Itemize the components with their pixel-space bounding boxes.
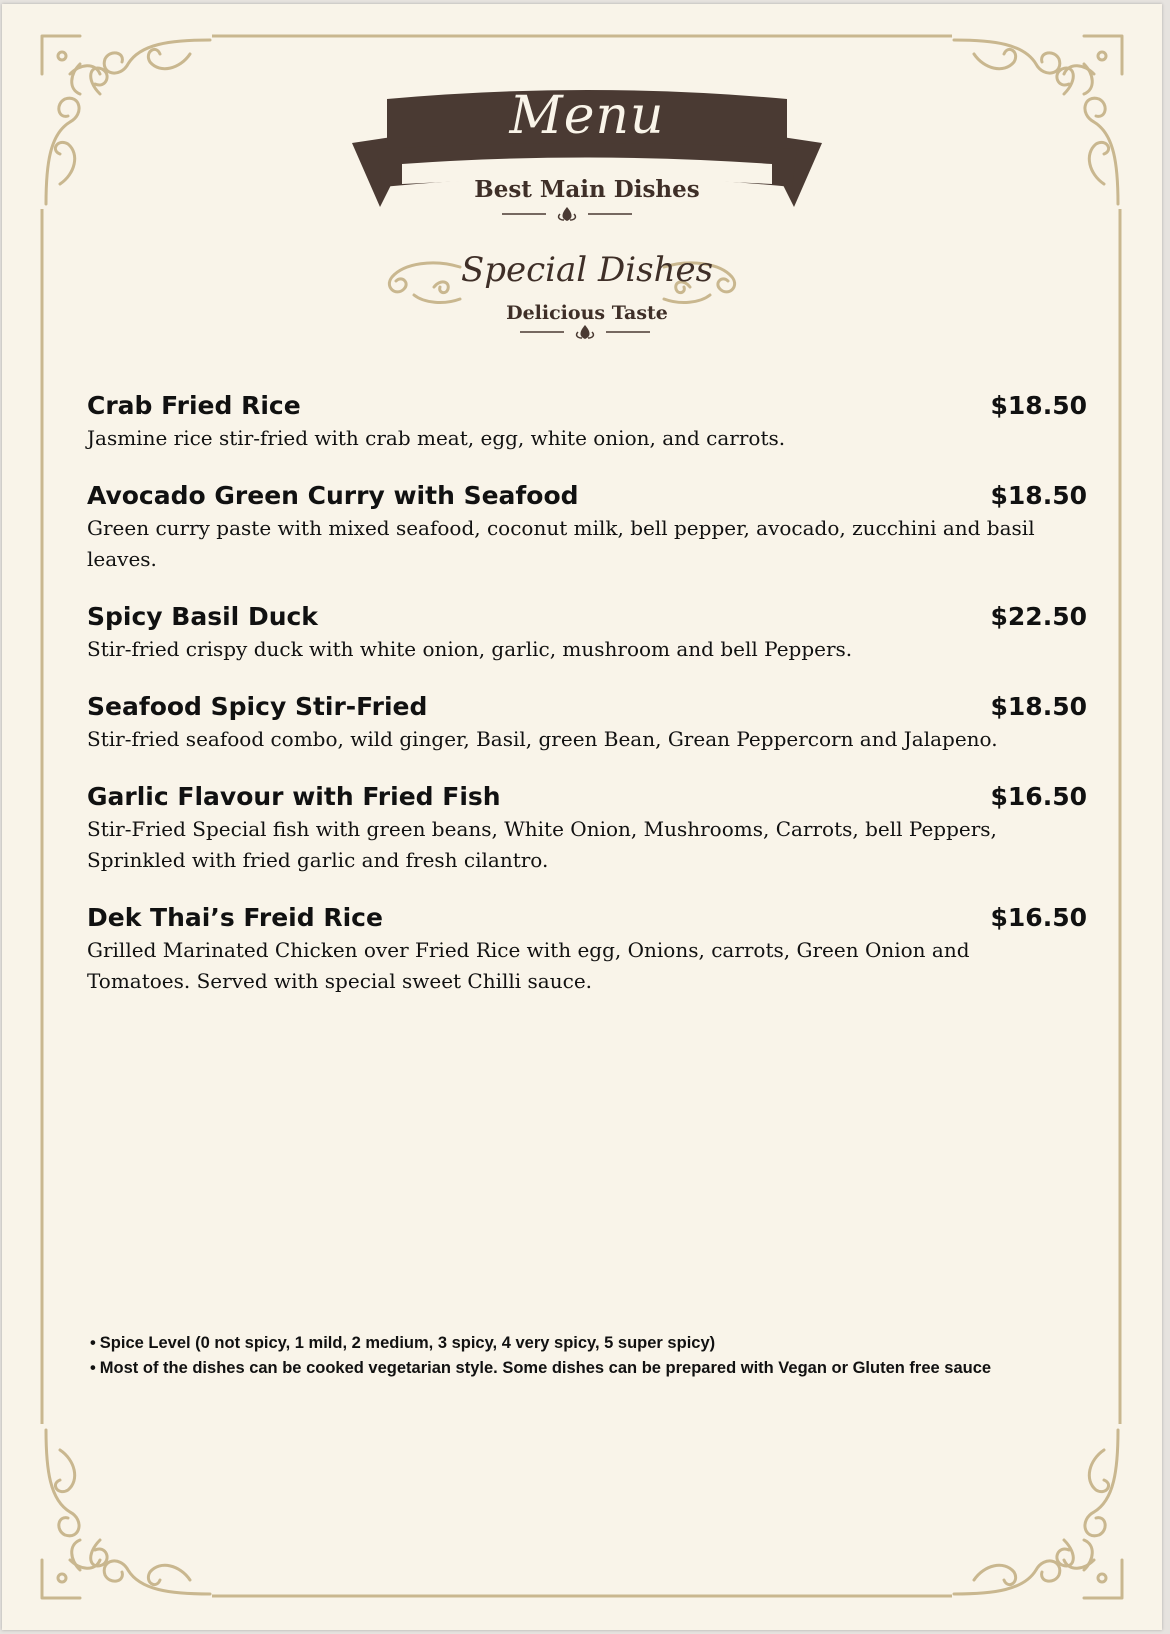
footnotes bbox=[90, 1331, 1090, 1381]
footnote-text: Most of the dishes can be cooked vegetarian style. Some dishes can be prepared with Vegan or Gluten free sauce bbox=[99, 1359, 992, 1377]
footnote-text: Spice Level (0 not spicy, 1 mild, 2 medium, 3 spicy, 4 very spicy, 5 super spicy) bbox=[99, 1334, 716, 1352]
corner-ornament-icon bbox=[934, 34, 1124, 224]
dish-description: Grilled Marinated Chicken over Fried Rice with egg, Onions, carrots, Green Onion and Tomatoes. Served with special sweet Chilli sauce. bbox=[87, 938, 970, 993]
dish-description: Jasmine rice stir-fried with crab meat, egg, white onion, and carrots. bbox=[87, 426, 786, 450]
dish-description: Stir-fried seafood combo, wild ginger, Basil, green Bean, Grean Peppercorn and Jalapeno. bbox=[87, 727, 998, 751]
dish-item bbox=[87, 691, 1087, 755]
menu-title: Menu bbox=[509, 86, 665, 146]
dish-description: Green curry paste with mixed seafood, coconut milk, bell pepper, avocado, zucchini and basil leaves. bbox=[87, 516, 1035, 571]
dish-price: $18.50 bbox=[990, 481, 1087, 510]
footnote bbox=[90, 1331, 1090, 1356]
corner-ornament-icon bbox=[40, 1410, 230, 1600]
dish-price: $22.50 bbox=[990, 602, 1087, 631]
dish-name: Crab Fried Rice bbox=[87, 391, 301, 420]
bullet-icon: • bbox=[90, 1334, 96, 1352]
dish-item bbox=[87, 781, 1087, 876]
leaf-icon bbox=[502, 204, 632, 224]
bullet-icon: • bbox=[90, 1359, 96, 1377]
dish-price: $16.50 bbox=[990, 782, 1087, 811]
dish-price: $18.50 bbox=[990, 391, 1087, 420]
dish-item bbox=[87, 902, 1087, 997]
footnote bbox=[90, 1356, 1090, 1381]
dish-price: $16.50 bbox=[990, 903, 1087, 932]
dish-name: Spicy Basil Duck bbox=[87, 602, 318, 631]
dish-name: Seafood Spicy Stir-Fried bbox=[87, 692, 428, 721]
leaf-icon bbox=[520, 322, 650, 342]
menu-page bbox=[2, 4, 1162, 1630]
dish-name: Garlic Flavour with Fried Fish bbox=[87, 782, 501, 811]
dish-name: Dek Thai’s Freid Rice bbox=[87, 903, 383, 932]
dish-list bbox=[87, 390, 1087, 1023]
dish-item bbox=[87, 390, 1087, 454]
corner-ornament-icon bbox=[40, 34, 230, 224]
dish-item bbox=[87, 601, 1087, 665]
section-subtitle: Delicious Taste bbox=[506, 302, 668, 324]
dish-description: Stir-Fried Special fish with green beans, White Onion, Mushrooms, Carrots, bell Peppers, Sprinkled with fried garlic and fresh cilantro. bbox=[87, 817, 997, 872]
corner-ornament-icon bbox=[934, 1410, 1124, 1600]
menu-subtitle: Best Main Dishes bbox=[474, 176, 700, 203]
dish-price: $18.50 bbox=[990, 692, 1087, 721]
section-title: Special Dishes bbox=[460, 250, 714, 290]
dish-item bbox=[87, 480, 1087, 575]
dish-name: Avocado Green Curry with Seafood bbox=[87, 481, 579, 510]
dish-description: Stir-fried crispy duck with white onion, garlic, mushroom and bell Peppers. bbox=[87, 637, 853, 661]
